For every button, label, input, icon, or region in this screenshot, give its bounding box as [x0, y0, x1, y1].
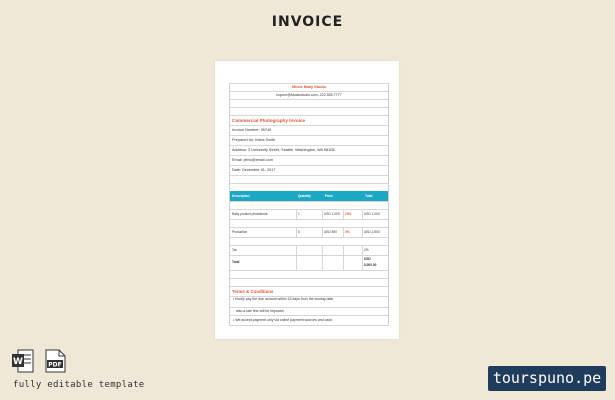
pdf-document-icon	[44, 349, 64, 373]
table-row	[230, 227, 388, 237]
table-header	[230, 191, 388, 201]
row-description: Production	[232, 230, 248, 234]
address: Address: 3 University Street, Seattle, Washington, WA 98108	[230, 145, 388, 155]
spacer-row	[230, 270, 388, 278]
row-price: USD 800	[324, 230, 337, 234]
header-total: Total	[365, 194, 373, 198]
table-row	[230, 209, 388, 219]
header-quantity: Quantity	[298, 194, 311, 198]
spacer-row	[230, 183, 388, 191]
row-quantity: 1	[298, 212, 300, 216]
spacer-row	[230, 219, 388, 227]
studio-contact: inquire@Musicstudio.com, 222.555.7777	[230, 91, 388, 99]
template-caption: fully editable template	[13, 380, 145, 390]
spacer-row	[230, 237, 388, 245]
term-item: • Kindly pay the due amount within 15 days from the issuing date	[230, 296, 388, 307]
total-currency: USD	[364, 257, 371, 261]
spacer-row	[230, 201, 388, 209]
invoice-number: Invoice Number: 95740	[230, 125, 388, 135]
term-item: • We accept payment only via online payment sources and cash.	[230, 315, 388, 326]
tax-row	[230, 245, 388, 255]
date: Date: December 01, 2017	[230, 165, 388, 175]
invoice-title: Commercial Photography Invoice	[230, 115, 388, 125]
row-quantity: 6	[298, 230, 300, 234]
tax-label: Tax	[232, 248, 237, 252]
row-price: USD 1,000	[324, 212, 340, 216]
invoice-preview	[215, 61, 399, 339]
header-price: Price	[325, 194, 333, 198]
total-row	[230, 255, 388, 270]
pdf-badge-label: PDF	[48, 361, 62, 369]
total-label: Total	[232, 260, 240, 264]
prepared-for: Prepared for: Irisha Smith	[230, 135, 388, 145]
terms-title: Terms & Conditions	[230, 286, 388, 296]
email: Email: jetho@email.com	[230, 155, 388, 165]
brand-logo[interactable]: tourspuno.pe	[488, 366, 606, 391]
spacer-row	[230, 107, 388, 115]
header-description: Description	[232, 194, 250, 198]
page-heading: INVOICE	[271, 14, 344, 30]
row-discount: 10%	[345, 212, 352, 216]
row-description: Baby product photoshoot	[232, 212, 268, 216]
spacer-row	[230, 278, 388, 286]
term-item: also a late fine will be imposed.	[230, 307, 388, 315]
studio-name: Music Baby Studio	[230, 83, 388, 91]
word-document-icon	[12, 349, 32, 373]
spacer-row	[230, 175, 388, 183]
row-total: USD 2,500	[364, 230, 380, 234]
word-badge-label: W	[13, 357, 23, 367]
row-discount: 5%	[345, 230, 350, 234]
total-value: 8,000.00	[364, 263, 377, 267]
invoice-grid	[229, 83, 389, 326]
tax-value: 2%	[364, 248, 369, 252]
spacer-row	[230, 99, 388, 107]
row-total: USD 1,000	[364, 212, 380, 216]
